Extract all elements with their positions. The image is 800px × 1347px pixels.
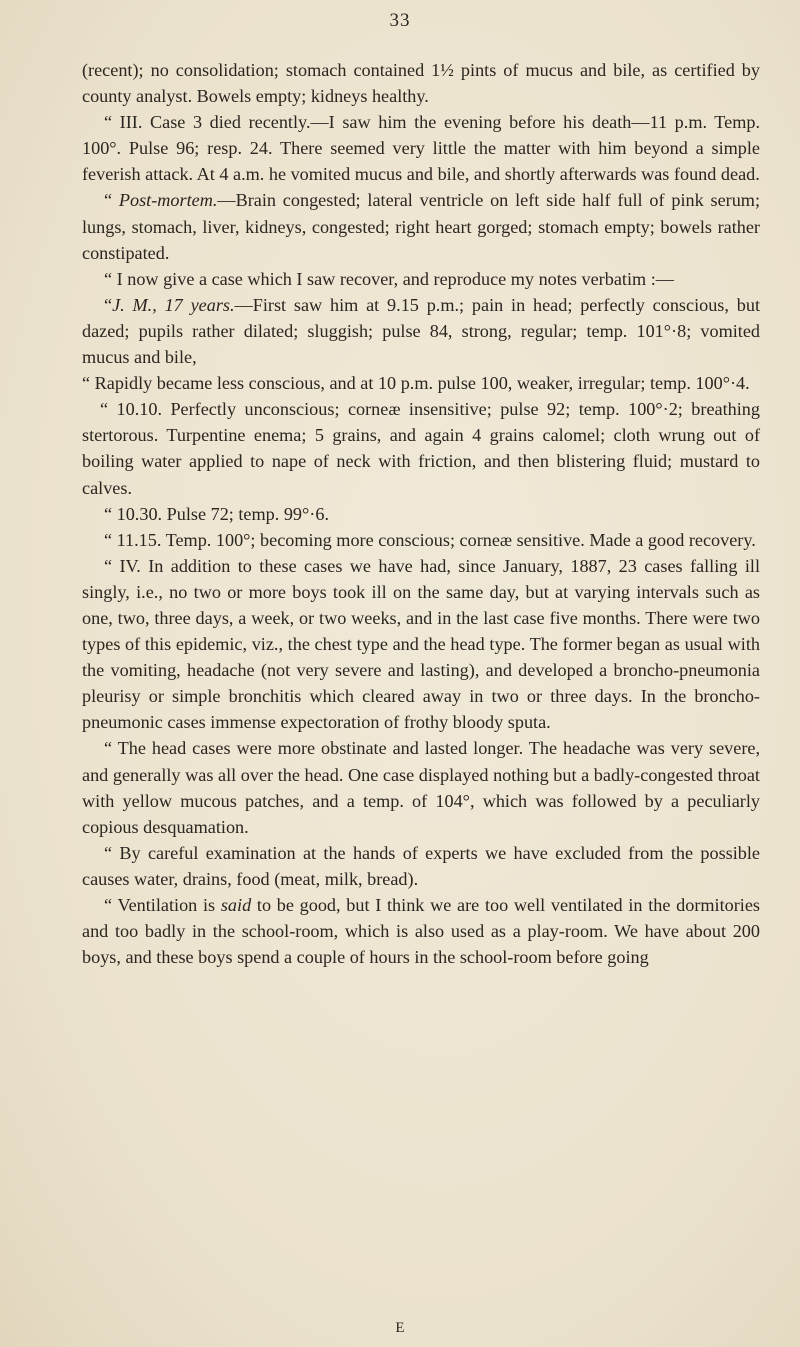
dash: — bbox=[234, 294, 253, 315]
post-mortem-findings: Brain congested; lateral ventricle on left side half full of pink serum; lungs, stomach, liver, kidneys, congested; right heart gorged; stomach empty; bowels rather constipated. bbox=[82, 190, 760, 263]
ventilation-lead: “ Ventilation is bbox=[104, 895, 221, 915]
paragraph-recent: (recent); no consolidation; stomach contained 1½ pints of mucus and bile, as certified by county analyst. Bowels empty; kidneys healthy. bbox=[82, 60, 760, 107]
paragraph-11-15: “ 11.15. Temp. 100°; becoming more conscious; corneæ sensitive. Made a good recovery. bbox=[104, 529, 756, 550]
body-text bbox=[82, 57, 760, 970]
paragraph-rapidly: “ Rapidly became less conscious, and at 10 p.m. pulse 100, weaker, irregular; temp. 100°·4. bbox=[82, 373, 750, 394]
paragraph-10-10: “ 10.10. Perfectly unconscious; corneæ insensitive; pulse 92; temp. 100°·2; breathing stertorous. Turpentine enema; 5 grains, and again 4 grains calomel; cloth wrung out of boiling water applied to nape of neck with friction, and then blistering fluid; mustard to calves. bbox=[82, 399, 760, 498]
paragraph-case-3: “ III. Case 3 died recently.—I saw him the evening before his death—11 p.m. Temp. 100°. Pulse 96; resp. 24. There seemed very little the matter with him beyond a simple feverish attack. At 4 a.m. he vomited mucus and bile, and shortly afterwards was found dead. bbox=[82, 112, 760, 185]
paragraph-case-iv: “ IV. In addition to these cases we have had, since January, 1887, 23 cases falling ill singly, i.e., no two or more boys took ill on the same day, but at varying intervals such as one, two, three days, a week, or two weeks, and in the last case five months. There were two types of this epidemic, viz., the chest type and the head type. The former began as usual with the vomiting, headache (not very severe and lasting), and developed a broncho-pneumonia pleurisy or simple bronchitis which cleared away in two or three days. In the broncho-pneumonic cases immense expectoration of frothy bloody sputa. bbox=[82, 555, 760, 733]
paragraph-head-cases: “ The head cases were more obstinate and lasted longer. The headache was very severe, and generally was all over the head. One case displayed nothing but a badly-congested throat with yellow mucous patches, and a temp. of 104°, which was followed by a peculiarly copious desquamation. bbox=[82, 738, 760, 837]
paragraph-post-mortem bbox=[82, 187, 760, 265]
quote-mark: “ bbox=[104, 294, 113, 315]
quote-mark: “ bbox=[104, 190, 119, 211]
paragraph-careful-examination: “ By careful examination at the hands of experts we have excluded from the possible causes water, drains, food (meat, milk, bread). bbox=[82, 842, 760, 889]
ventilation-rest: to be good, but I think we are too well ventilated in the dormitories and too badly in the school-room, which is also used as a play-room. We have about 200 boys, and these boys spend a couple of hours in the school-room before going bbox=[82, 895, 761, 968]
paragraph-ventilation bbox=[82, 892, 760, 970]
paragraph-recover-intro: “ I now give a case which I saw recover, and reproduce my notes verbatim :— bbox=[104, 268, 674, 289]
dash: — bbox=[217, 190, 236, 211]
page-number: 33 bbox=[389, 10, 411, 31]
case-jm-notes: First saw him at 9.15 p.m.; pain in head; perfectly conscious, but dazed; pupils rather dilated; sluggish; pulse 84, strong, regular; temp. 101°·8; vomited mucus and bile, bbox=[82, 294, 760, 368]
paragraph-case-jm bbox=[82, 292, 760, 370]
case-jm-label: J. M., 17 years. bbox=[112, 294, 235, 315]
post-mortem-label: Post-mortem. bbox=[118, 190, 218, 211]
signature-mark: E bbox=[395, 1320, 405, 1336]
paragraph-10-30: “ 10.30. Pulse 72; temp. 99°·6. bbox=[104, 503, 329, 524]
ventilation-said: said bbox=[220, 895, 252, 915]
